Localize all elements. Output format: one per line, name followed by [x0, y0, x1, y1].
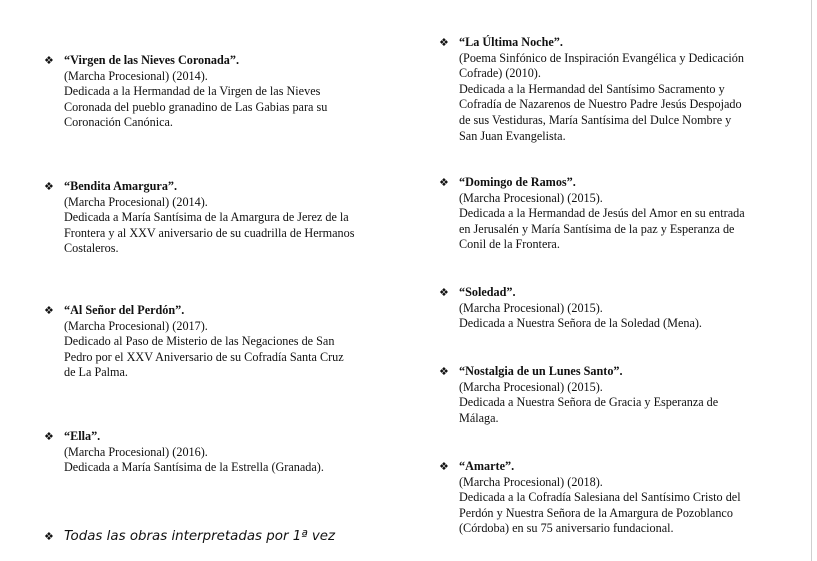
entry-title: “Ella”. [64, 429, 101, 443]
entry-domingo-de-ramos [439, 175, 745, 253]
diamond-bullet-icon: ❖ [439, 365, 449, 378]
entry-line: Cofradía de Nazarenos de Nuestro Padre Jesús Despojado [459, 97, 742, 112]
entry-bendita-amargura [44, 179, 355, 257]
diamond-bullet-icon: ❖ [44, 180, 54, 193]
entry-line: Dedicada a Nuestra Señora de la Soledad (Mena). [459, 316, 702, 331]
diamond-bullet-icon: ❖ [44, 430, 54, 443]
entry-line: (Marcha Procesional) (2016). [64, 444, 208, 459]
diamond-bullet-icon: ❖ [44, 530, 54, 543]
entry-line: Dedicada a María Santísima de la Amargura de Jerez de la [64, 210, 349, 225]
entry-line: (Córdoba) en su 75 aniversario fundacional. [459, 521, 674, 536]
entry-nostalgia-de-un-lunes-santo [439, 364, 719, 426]
entry-line: de sus Vestiduras, María Santísima del Dulce Nombre y [459, 112, 732, 127]
diamond-bullet-icon: ❖ [439, 286, 449, 299]
entry-title: “Nostalgia de un Lunes Santo”. [459, 364, 623, 378]
entry-title: “La Última Noche”. [459, 35, 563, 49]
entry-line: Dedicada a Nuestra Señora de Gracia y Esperanza de [459, 395, 719, 410]
entry-line: (Poema Sinfónico de Inspiración Evangélica y Dedicación [459, 50, 744, 65]
entry-title: “Soledad”. [459, 285, 516, 299]
entry-line: Dedicada a la Hermandad del Santísimo Sacramento y [459, 81, 725, 96]
diamond-bullet-icon: ❖ [44, 304, 54, 317]
footer-note-text: Todas las obras interpretadas por 1ª vez [64, 529, 336, 544]
entry-line: Costaleros. [64, 241, 119, 256]
entry-amarte [439, 459, 741, 537]
diamond-bullet-icon: ❖ [439, 176, 449, 189]
entry-line: Dedicada a la Hermandad de Jesús del Amor en su entrada [459, 206, 745, 221]
diamond-bullet-icon: ❖ [44, 54, 54, 67]
entry-line: (Marcha Procesional) (2015). [459, 379, 603, 394]
entry-line: (Marcha Procesional) (2017). [64, 318, 208, 333]
entry-line: Conil de la Frontera. [459, 237, 560, 252]
entry-line: Perdón y Nuestra Señora de la Amargura de Pozoblanco [459, 505, 733, 520]
diamond-bullet-icon: ❖ [439, 36, 449, 49]
entry-line: de La Palma. [64, 365, 128, 380]
entry-title: “Bendita Amargura”. [64, 179, 178, 193]
entry-line: (Marcha Procesional) (2015). [459, 300, 603, 315]
entry-virgen-de-las-nieves [44, 53, 328, 131]
entry-line: Málaga. [459, 410, 499, 425]
entry-line: (Marcha Procesional) (2018). [459, 474, 603, 489]
entry-line: Coronada del pueblo granadino de Las Gabias para su [64, 99, 328, 114]
entry-line: (Marcha Procesional) (2015). [459, 190, 603, 205]
entry-line: Pedro por el XXV Aniversario de su Cofradía Santa Cruz [64, 349, 344, 364]
entry-al-senor-del-perdon [44, 303, 344, 381]
diamond-bullet-icon: ❖ [439, 460, 449, 473]
entry-title: “Virgen de las Nieves Coronada”. [64, 53, 240, 67]
entry-title: “Al Señor del Perdón”. [64, 303, 185, 317]
entry-line: Dedicada a María Santísima de la Estrella (Granada). [64, 460, 324, 475]
entry-la-ultima-noche [439, 35, 744, 144]
entry-line: Dedicada a la Hermandad de la Virgen de las Nieves [64, 84, 321, 99]
entry-line: Dedicado al Paso de Misterio de las Negaciones de San [64, 334, 335, 349]
entry-line: (Marcha Procesional) (2014). [64, 194, 208, 209]
entry-title: “Amarte”. [459, 459, 515, 473]
entry-line: Coronación Canónica. [64, 115, 173, 130]
entry-line: Dedicada a la Cofradía Salesiana del Santísimo Cristo del [459, 490, 741, 505]
footer-note [44, 529, 336, 544]
page-edge-line [811, 0, 812, 561]
entry-line: en Jerusalén y María Santísima de la paz y Esperanza de [459, 221, 735, 236]
entry-line: Cofrade) (2010). [459, 66, 541, 81]
entry-line: (Marcha Procesional) (2014). [64, 68, 208, 83]
entry-line: San Juan Evangelista. [459, 128, 566, 143]
entry-soledad [439, 285, 702, 332]
entry-ella [44, 429, 324, 476]
entry-title: “Domingo de Ramos”. [459, 175, 576, 189]
entry-line: Frontera y al XXV aniversario de su cuadrilla de Hermanos [64, 225, 355, 240]
